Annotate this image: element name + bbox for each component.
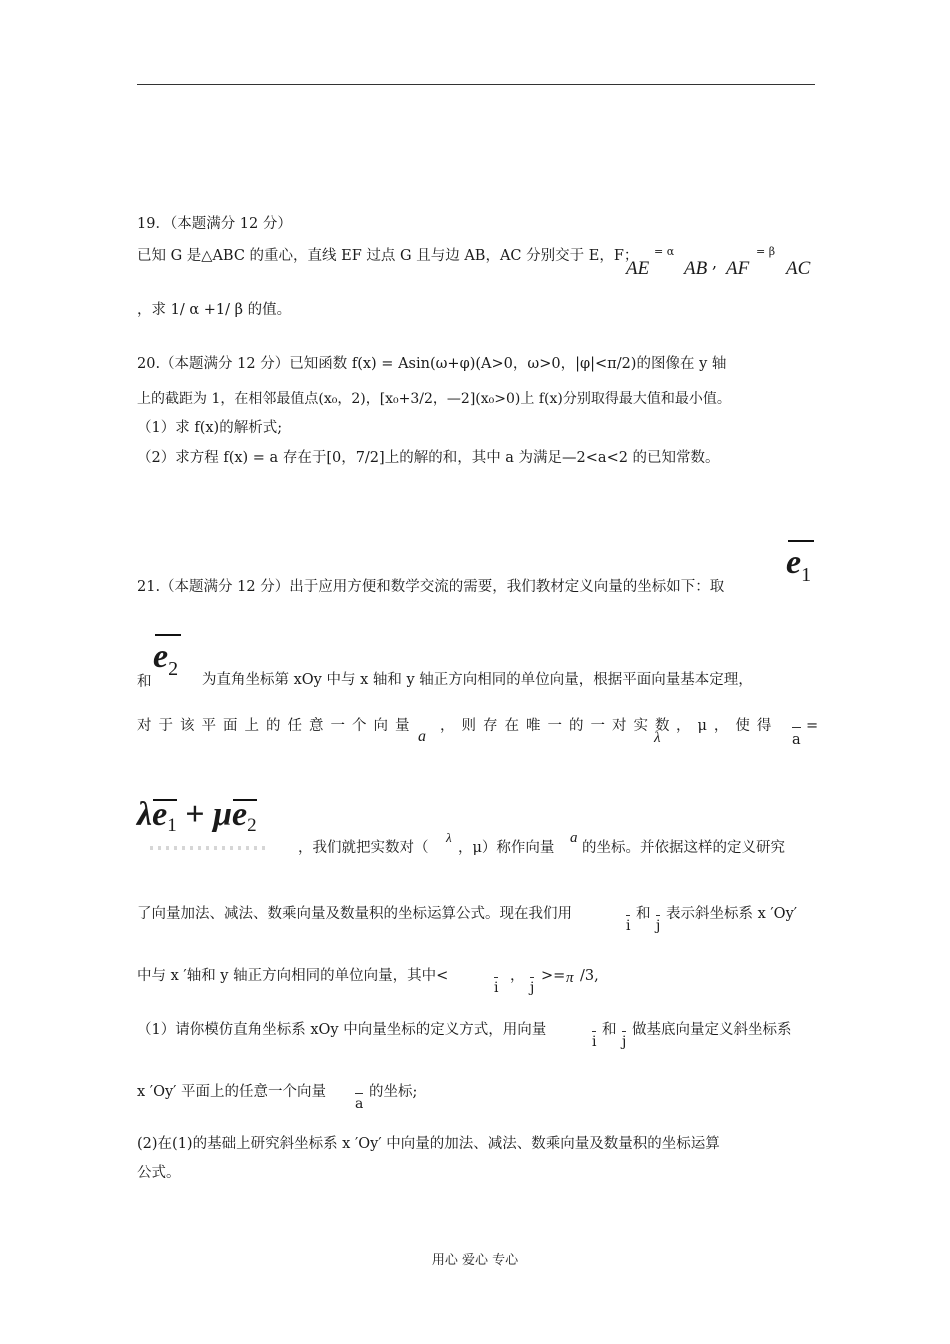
vector-j-3: j bbox=[622, 1034, 627, 1050]
q21-angle-value: /3, bbox=[580, 968, 599, 984]
q21-part-1c: x ′Oy′ 平面上的任意一个向量 bbox=[137, 1084, 327, 1100]
q21-comma-6: ， bbox=[510, 968, 525, 984]
q21-statement-3c: ，μ，使得 bbox=[676, 718, 779, 734]
symbol-lambda-2: λ bbox=[446, 830, 452, 845]
q21-part-1a: （1）请你模仿直角坐标系 xOy 中向量坐标的定义方式，用向量 bbox=[137, 1022, 547, 1038]
q19-vector-ab: AB bbox=[684, 258, 708, 279]
q21-statement-4b: ，μ）称作向量 bbox=[458, 840, 555, 856]
q21-part-1d: 的坐标; bbox=[369, 1084, 418, 1100]
equals-sign: = bbox=[806, 718, 819, 734]
q21-statement-1: 21.（本题满分 12 分）出于应用方便和数学交流的需要，我们教材定义向量的坐标如下：取 bbox=[137, 579, 725, 595]
q21-statement-6a: 中与 x ′轴和 y 轴正方向相同的单位向量，其中< bbox=[137, 968, 449, 984]
vector-a-1: a bbox=[792, 732, 801, 748]
q21-part-1b: 做基底向量定义斜坐标系 bbox=[632, 1022, 792, 1038]
q20-statement-2: 上的截距为 1，在相邻最值点(x₀，2)，[x₀+3/2，—2](x₀>0)上 f(x)分别取得最大值和最小值。 bbox=[137, 391, 731, 407]
q19-comma: , bbox=[712, 253, 718, 272]
q21-statement-4c: 的坐标。并依据这样的定义研究 bbox=[582, 840, 785, 856]
q21-and-2: 和 bbox=[636, 906, 651, 922]
q19-vector-ac: AC bbox=[786, 258, 811, 279]
linear-combination: $\lambda e_1 + \mu e_2$ bbox=[137, 796, 257, 836]
q19-vector-af: AF bbox=[726, 258, 750, 279]
vector-a-2: a bbox=[355, 1096, 364, 1112]
q19-vector-ae: AE bbox=[626, 258, 650, 279]
q21-and-1: 和 bbox=[137, 674, 152, 690]
vector-i-1: i bbox=[626, 918, 631, 934]
page-footer: 用心 爱心 专心 bbox=[431, 1253, 519, 1268]
header-rule bbox=[137, 84, 815, 85]
vector-j-1: j bbox=[656, 918, 661, 934]
symbol-a-2: a bbox=[570, 830, 578, 846]
q21-and-3: 和 bbox=[602, 1022, 617, 1038]
symbol-a: a bbox=[418, 728, 426, 745]
q21-statement-2: 为直角坐标第 xOy 中与 x 轴和 y 轴正方向相同的单位向量，根据平面向量基本定理， bbox=[202, 672, 753, 688]
symbol-lambda: λ bbox=[654, 730, 661, 746]
q20-part-2: （2）求方程 f(x) = a 存在于[0，7/2]上的解的和，其中 a 为满足—2<a<2 的已知常数。 bbox=[137, 450, 720, 466]
q21-part-2: (2)在(1)的基础上研究斜坐标系 x ′Oy′ 中向量的加法、减法、数乘向量及数量积的坐标运算 bbox=[137, 1136, 720, 1152]
q19-eq-alpha: = α bbox=[654, 245, 675, 258]
q19-question: ，求 1/ α +1/ β 的值。 bbox=[137, 302, 292, 318]
scan-smear bbox=[150, 846, 270, 850]
q21-statement-5b: 表示斜坐标系 x ′Oy′ bbox=[666, 906, 798, 922]
q21-statement-4a: ，我们就把实数对（ bbox=[298, 840, 429, 856]
vector-i-3: i bbox=[592, 1034, 597, 1050]
q21-statement-3b: ，则存在唯一的一对实数 bbox=[440, 718, 677, 734]
symbol-pi: π bbox=[566, 970, 574, 986]
q20-part-1: （1）求 f(x)的解析式; bbox=[137, 420, 283, 436]
vector-i-2: i bbox=[494, 980, 499, 996]
q20-statement-1: 20.（本题满分 12 分）已知函数 f(x) = Asin(ω+φ)(A>0，ω>0，|φ|<π/2)的图像在 y 轴 bbox=[137, 356, 727, 372]
vector-e2: $e_2$ bbox=[153, 640, 178, 686]
q21-statement-5a: 了向量加法、减法、数乘向量及数量积的坐标运算公式。现在我们用 bbox=[137, 906, 572, 922]
q21-angle-eq: >= bbox=[541, 968, 566, 984]
vector-j-2: j bbox=[530, 980, 535, 996]
q19-heading: 19．（本题满分 12 分） bbox=[137, 216, 292, 232]
q21-part-2-end: 公式。 bbox=[137, 1165, 181, 1181]
vector-e1: $e_1$ bbox=[786, 546, 811, 592]
q21-statement-3a: 对于该平面上的任意一个向量 bbox=[137, 718, 417, 734]
q19-statement: 已知 G 是△ABC 的重心，直线 EF 过点 G 且与边 AB，AC 分别交于 E，F； bbox=[137, 248, 639, 264]
q19-eq-beta: = β bbox=[756, 245, 776, 258]
